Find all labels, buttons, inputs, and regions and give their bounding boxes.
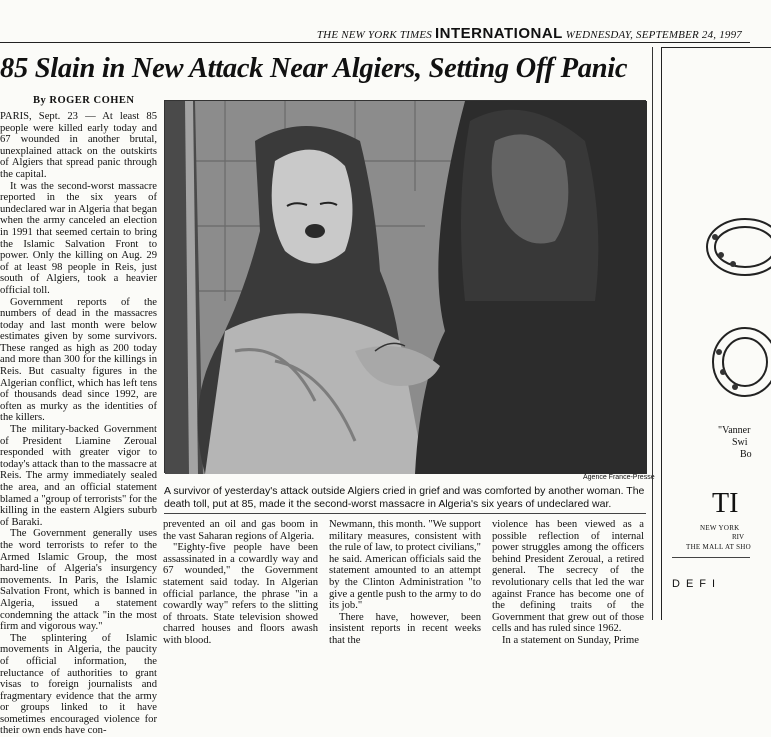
article-paragraph: Government reports of the numbers of dead in the massacres today and last month were below estimates given by some survivors. These ranged as high as 200 today and more than 300 for the killings in Reis. But casualty figures in the Algerian conflict, which has left tens of thousands dead since 1992, are often as murky as the identities of the killers. [0,296,157,424]
ad-text-line: "Vanner [718,425,751,436]
article-column-1 [0,111,157,737]
folio [317,25,742,42]
folio-rule [0,42,750,43]
article-paragraph: violence has been viewed as a possible reflection of internal power struggles among the officers behind President Zeroual, a retired general. The secrecy of the revolutionary cells that led the war against France has become one of the defining traits of the Government that grew out of those cells and has ruled since 1962. [492,519,644,635]
article-paragraph: The Government generally uses the word terrorists to refer to the Armed Islamic Group, the most hard-line of Algeria's insurgency movements. In Paris, the Islamic Salvation Front, which is banned in Algeria, issued a statement condemning the attack "in the most firm and vigorous way." [0,528,157,633]
byline: By ROGER COHEN [33,95,135,106]
headline: 85 Slain in New Attack Near Algiers, Setting Off Panic [0,53,628,84]
jewelry-illustration [653,167,750,507]
page-folio-bar [0,25,750,47]
caption-rule [164,513,646,514]
ad-text-line: Bo [740,449,752,460]
photo-illustration [165,101,647,474]
photo-caption: A survivor of yesterday's attack outside Algiers cried in grief and was comforted by another woman. The death toll, put at 85, made it the second-worst massacre in Algeria's six years of undeclared war. [164,485,645,510]
article-paragraph: "Eighty-five people have been assassinated in a cowardly way and 67 wounded," the Government statement said today. In Algerian official parlance, the phrase "in a cowardly way" refers to the slitting of throats. State television showed charred houses and floors awash with blood. [163,542,318,646]
article-paragraph: In a statement on Sunday, Prime [502,634,640,646]
article-paragraph: There have, however, been insistent reports in recent weeks that the [329,611,481,646]
ad-logo-letters: TI [712,488,739,519]
article-paragraph: The splintering of Islamic movements in Algeria, the paucity of official information, the reluctance of authorities to grant visas to foreign journalists and fragmentary evidence that the army or groups linked to it have sometimes encouraged violence for their own ends have con- [0,632,157,737]
ad-text-line: NEW YORK [700,524,740,532]
section-name: INTERNATIONAL [434,25,563,42]
article-paragraph: The military-backed Government of President Liamine Zeroual responded with greater vigor to today's attack than to the massacre at Reis. The army immediately sealed the area, and an official statement blamed a "group of terrorists" for the killing in the eastern Algiers suburb of Baraki. [0,424,157,528]
ad-text-line: DEFI [672,578,722,590]
paper-name: THE NEW YORK TIMES [316,29,432,41]
photo-credit: Agence France-Presse [583,474,655,481]
article-paragraph: prevented an oil and gas boom in the vast Saharan regions of Algeria. [163,519,318,542]
issue-date: WEDNESDAY, SEPTEMBER 24, 1997 [565,29,742,41]
ad-rule [672,557,750,558]
ad-text-line: Swi [732,437,748,448]
ad-text-line: THE MALL AT SHO [686,543,751,551]
article-column-2 [163,519,318,646]
article-column-3 [329,519,481,646]
article-paragraph: It was the second-worst massacre reported in the six years of undeclared war in Algeria that began when the army canceled an election in 1991 that seemed certain to bring the Islamic Salvation Front to power. Only the killing on Aug. 29 of at least 98 people in Reis, just south of Algiers, took a heavier official toll. [0,180,157,296]
ad-text-line: RIV [732,533,745,541]
news-photo [164,100,646,473]
article-column-4 [492,519,644,646]
article-paragraph: PARIS, Sept. 23 — At least 85 people were killed early today and 67 wounded in another brutal, unexplained attack on the outskirts of Algiers that spread panic through the capital. [0,111,157,180]
article-paragraph: Newmann, this month. "We support military measures, consistent with the rule of law, to protect civilians," he said. American officials said the statement amounted to an attempt by the Clinton Administration "to give a gentle push to the army to do its job." [329,519,481,612]
